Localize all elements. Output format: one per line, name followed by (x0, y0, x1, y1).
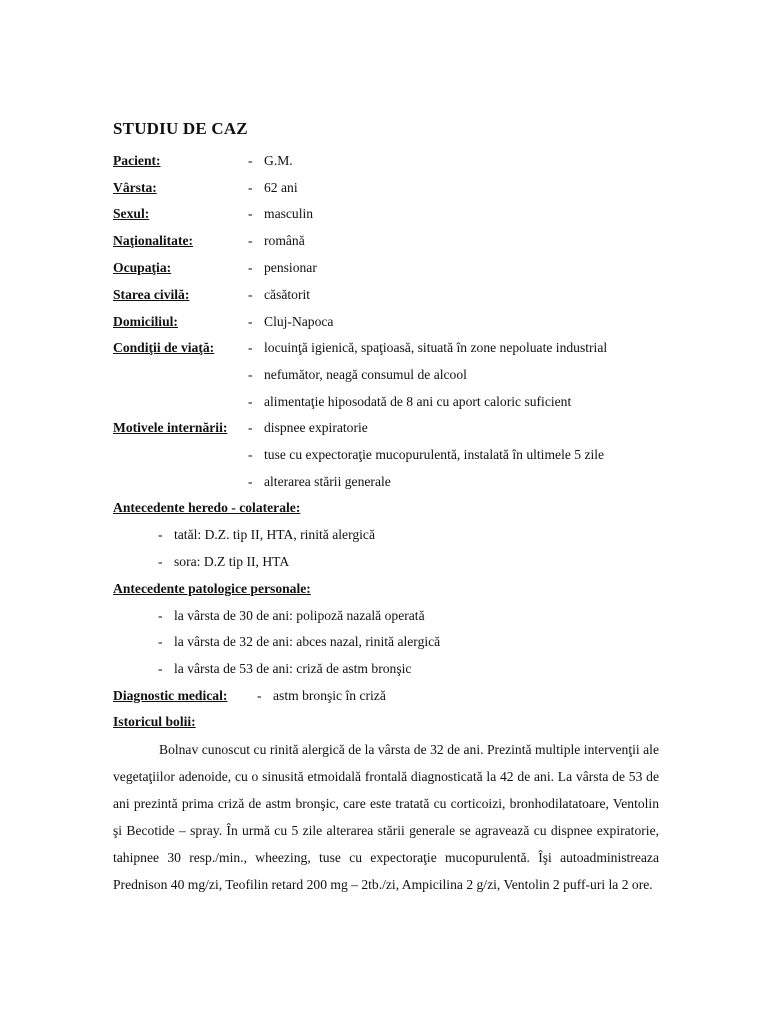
field-value (248, 150, 293, 172)
document-title: STUDIU DE CAZ (113, 119, 248, 138)
dash-marker: - (248, 287, 253, 302)
dash-marker: - (248, 420, 253, 435)
field-value-text: masculin (264, 206, 314, 221)
heredo-heading: Antecedente heredo - colaterale: (113, 500, 301, 515)
dash-marker: - (248, 153, 253, 168)
dash-marker: - (158, 634, 163, 649)
field-value-text: pensionar (264, 260, 317, 275)
dash-marker: - (248, 367, 253, 382)
field-value (248, 337, 607, 359)
dash-marker: - (257, 688, 262, 703)
field-value-text: tuse cu expectoraţie mucopurulentă, instalată în ultimele 5 zile (264, 447, 605, 462)
field-value-text: locuinţă igienică, spaţioasă, situată în zone nepoluate industrial (264, 340, 608, 355)
field-label: Domiciliul: (113, 314, 178, 329)
field-value-text: nefumător, neagă consumul de alcool (264, 367, 467, 382)
field-value-text: căsătorit (264, 287, 311, 302)
diagnostic-row (113, 685, 386, 707)
field-label: Vârsta: (113, 180, 157, 195)
list-item-text: sora: D.Z tip II, HTA (174, 554, 290, 569)
field-label: Ocupaţia: (113, 260, 172, 275)
dash-marker: - (248, 180, 253, 195)
list-item (158, 551, 289, 573)
list-item-text: la vârsta de 53 de ani: criză de astm bronşic (174, 661, 412, 676)
field-value (248, 311, 333, 333)
list-item (158, 605, 425, 627)
dash-marker: - (248, 314, 253, 329)
field-value (248, 177, 298, 199)
field-label: Condiţii de viaţă: (113, 340, 215, 355)
diagnostic-value-text: astm bronşic în criză (273, 688, 386, 703)
field-value-text: Cluj-Napoca (264, 314, 334, 329)
dash-marker: - (248, 394, 253, 409)
field-value-text: alterarea stării generale (264, 474, 391, 489)
diagnostic-value (257, 685, 386, 707)
field-label: Sexul: (113, 206, 150, 221)
field-nationalitate (113, 230, 653, 252)
field-value (248, 471, 391, 493)
field-label: Motivele internării: (113, 420, 228, 435)
list-item (158, 658, 411, 680)
field-conditii-de-viata-cont (113, 391, 653, 413)
field-conditii-de-viata (113, 337, 653, 359)
dash-marker: - (248, 206, 253, 221)
field-varsta (113, 177, 653, 199)
dash-marker: - (248, 447, 253, 462)
field-conditii-de-viata-cont (113, 364, 653, 386)
list-item-text: la vârsta de 30 de ani: polipoză nazală operată (174, 608, 425, 623)
field-label: Naţionalitate: (113, 233, 194, 248)
field-motivele-internarii-cont (113, 444, 653, 466)
field-value-text: română (264, 233, 305, 248)
dash-marker: - (158, 661, 163, 676)
field-pacient (113, 150, 653, 172)
field-label: Pacient: (113, 153, 161, 168)
field-value (248, 364, 467, 386)
field-domiciliul (113, 311, 653, 333)
dash-marker: - (248, 340, 253, 355)
field-value-text: G.M. (264, 153, 293, 168)
field-value-text: dispnee expiratorie (264, 420, 368, 435)
dash-marker: - (158, 527, 163, 542)
dash-marker: - (248, 233, 253, 248)
field-motivele-internarii (113, 417, 653, 439)
field-sexul (113, 203, 653, 225)
field-value (248, 444, 604, 466)
field-value-text: alimentaţie hiposodată de 8 ani cu aport caloric suficient (264, 394, 572, 409)
list-item-text: la vârsta de 32 de ani: abces nazal, rinită alergică (174, 634, 441, 649)
field-value (248, 203, 313, 225)
list-item-text: tatăl: D.Z. tip II, HTA, rinită alergică (174, 527, 375, 542)
field-value (248, 257, 317, 279)
diagnostic-label: Diagnostic medical: (113, 688, 228, 703)
history-heading: Istoricul bolii: (113, 714, 196, 729)
history-paragraph: Bolnav cunoscut cu rinită alergică de la vârsta de 32 de ani. Prezintă multiple intervenţii ale vegetaţiilor adenoide, cu o sinusită etmoidală frontală diagnosticată la 42 de ani. La vârsta de 53 de ani prezintă prima criză de astm bronşic, care este tratată cu corticoizi, bronhodilatatoare, Ventolin şi Becotide – spray. În urmă cu 5 zile alterarea stării generale se agravează cu dispnee expiratorie, tahipnee 30 resp./min., wheezing, tuse cu expectoraţie mucopurulentă. Îşi autoadministreaza Prednison 40 mg/zi, Teofilin retard 200 mg – 2tb./zi, Ampicilina 2 g/zi, Ventolin 2 puff-uri la 2 ore. (113, 742, 659, 892)
field-value (248, 230, 305, 252)
field-value (248, 391, 571, 413)
dash-marker: - (158, 554, 163, 569)
dash-marker: - (248, 474, 253, 489)
field-label: Starea civilă: (113, 287, 190, 302)
field-value (248, 284, 310, 306)
field-ocupatia (113, 257, 653, 279)
field-starea-civila (113, 284, 653, 306)
dash-marker: - (158, 608, 163, 623)
field-value (248, 417, 368, 439)
field-value-text: 62 ani (264, 180, 298, 195)
personal-heading: Antecedente patologice personale: (113, 581, 311, 596)
dash-marker: - (248, 260, 253, 275)
field-motivele-internarii-cont (113, 471, 653, 493)
list-item (158, 524, 375, 546)
list-item (158, 631, 440, 653)
